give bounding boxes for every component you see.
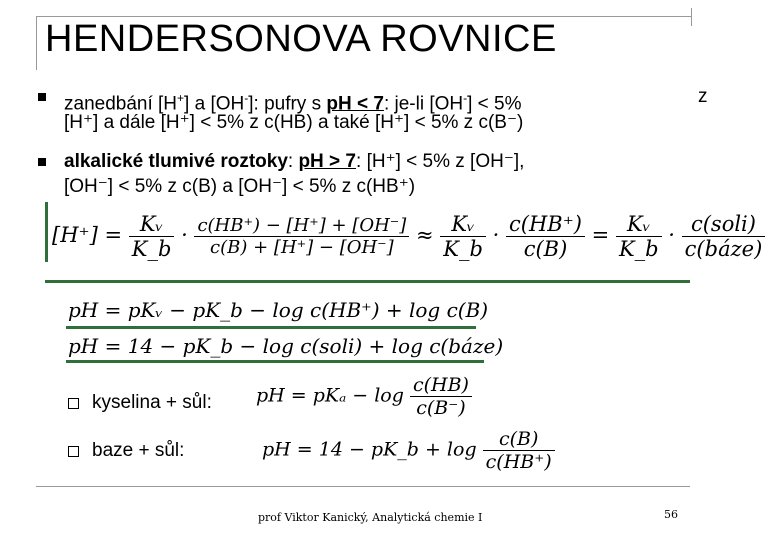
bullet-2-line-2: [OH⁻] < 5% z c(B) a [OH⁻] < 5% z c(HB⁺) <box>64 176 416 197</box>
ph-equation-2-underline <box>66 360 484 363</box>
title-frame-top <box>36 16 692 17</box>
case-2-equation: pH = 14 − pK_b + log $\frac{c(B)}{c(HB^+)}$ <box>262 428 555 473</box>
case-1-equation: pH = pKₐ − log $\frac{c(HB)}{c(B^-)}$ <box>256 374 472 419</box>
frac-full: $\frac{c(HB^+) - [H^+] + [OH^-]}{c(B) + [H^+] - [OH^-]}$ <box>194 215 409 258</box>
footer-divider <box>36 486 690 487</box>
case-2-label: baze + sůl: <box>92 440 185 461</box>
ph-condition-acid: pH < 7 <box>326 93 384 115</box>
bullet-marker-2 <box>38 158 46 166</box>
page-number: 56 <box>664 508 678 521</box>
ph-equation-1: pH = pKᵥ − pK_b − log c(HB⁺) + log c(B) <box>68 298 489 322</box>
bullet-marker-1 <box>38 93 46 101</box>
clipped-text: z <box>698 86 708 107</box>
main-equation: [H⁺] = $\frac{\text{Kᵥ}}{K\_b}$ · $\frac{c(HB^+) - [H^+] + [OH^-]}{c(B) + [H^+] - [OH^-]}$ ≈ $\frac{\text{Kᵥ}}{K\_b}$ · $\frac{c(HB^+)}{c(B)}$ = $\frac{\text{Kᵥ}}{K\_b}$ · $\frac{\text{c(soli)}}{\text{c(báze)}}$ <box>52 212 765 261</box>
footer-text: prof Viktor Kanický, Analytická chemie I <box>258 511 483 524</box>
equation-separator <box>45 280 690 283</box>
case-marker-2 <box>68 446 79 457</box>
bold-term: alkalické tlumivé roztoky <box>64 151 288 172</box>
ph-equation-2: pH = 14 − pK_b − log c(soli) + log c(báze) <box>68 334 504 358</box>
frac-kv-kb-3: $\frac{\text{Kᵥ}}{K\_b}$ <box>616 212 662 261</box>
frac-kv-kb-1: $\frac{\text{Kᵥ}}{K\_b}$ <box>129 212 175 261</box>
bullet-1-line-1: zanedbání [H+] a [OH-]: pufry s pH < 7: je-li [OH-] < 5% <box>64 91 522 115</box>
title-frame-right <box>691 8 692 26</box>
frac-kv-kb-2: $\frac{\text{Kᵥ}}{K\_b}$ <box>440 212 486 261</box>
ph-condition-base: pH > 7 <box>298 151 357 172</box>
slide-title: HENDERSONOVA ROVNICE <box>45 18 557 60</box>
bullet-1-line-2: [H⁺] a dále [H⁺] < 5% z c(HB) a také [H⁺] < 5% z c(B⁻) <box>64 112 524 133</box>
bullet-2-line-1: alkalické tlumivé roztoky: pH > 7: [H⁺] < 5% z [OH⁻], <box>64 151 525 172</box>
case-1-label: kyselina + sůl: <box>92 392 212 413</box>
equation-left-bar <box>45 202 48 262</box>
title-frame-left <box>36 16 37 70</box>
case-marker-1 <box>68 398 79 409</box>
frac-hb-b: $\frac{c(HB^+)}{c(B)}$ <box>506 212 585 261</box>
eq-lhs: [H⁺] = <box>52 223 123 247</box>
ph-equation-1-underline <box>66 326 476 329</box>
frac-soli-baze: $\frac{\text{c(soli)}}{\text{c(báze)}}$ <box>682 212 765 261</box>
